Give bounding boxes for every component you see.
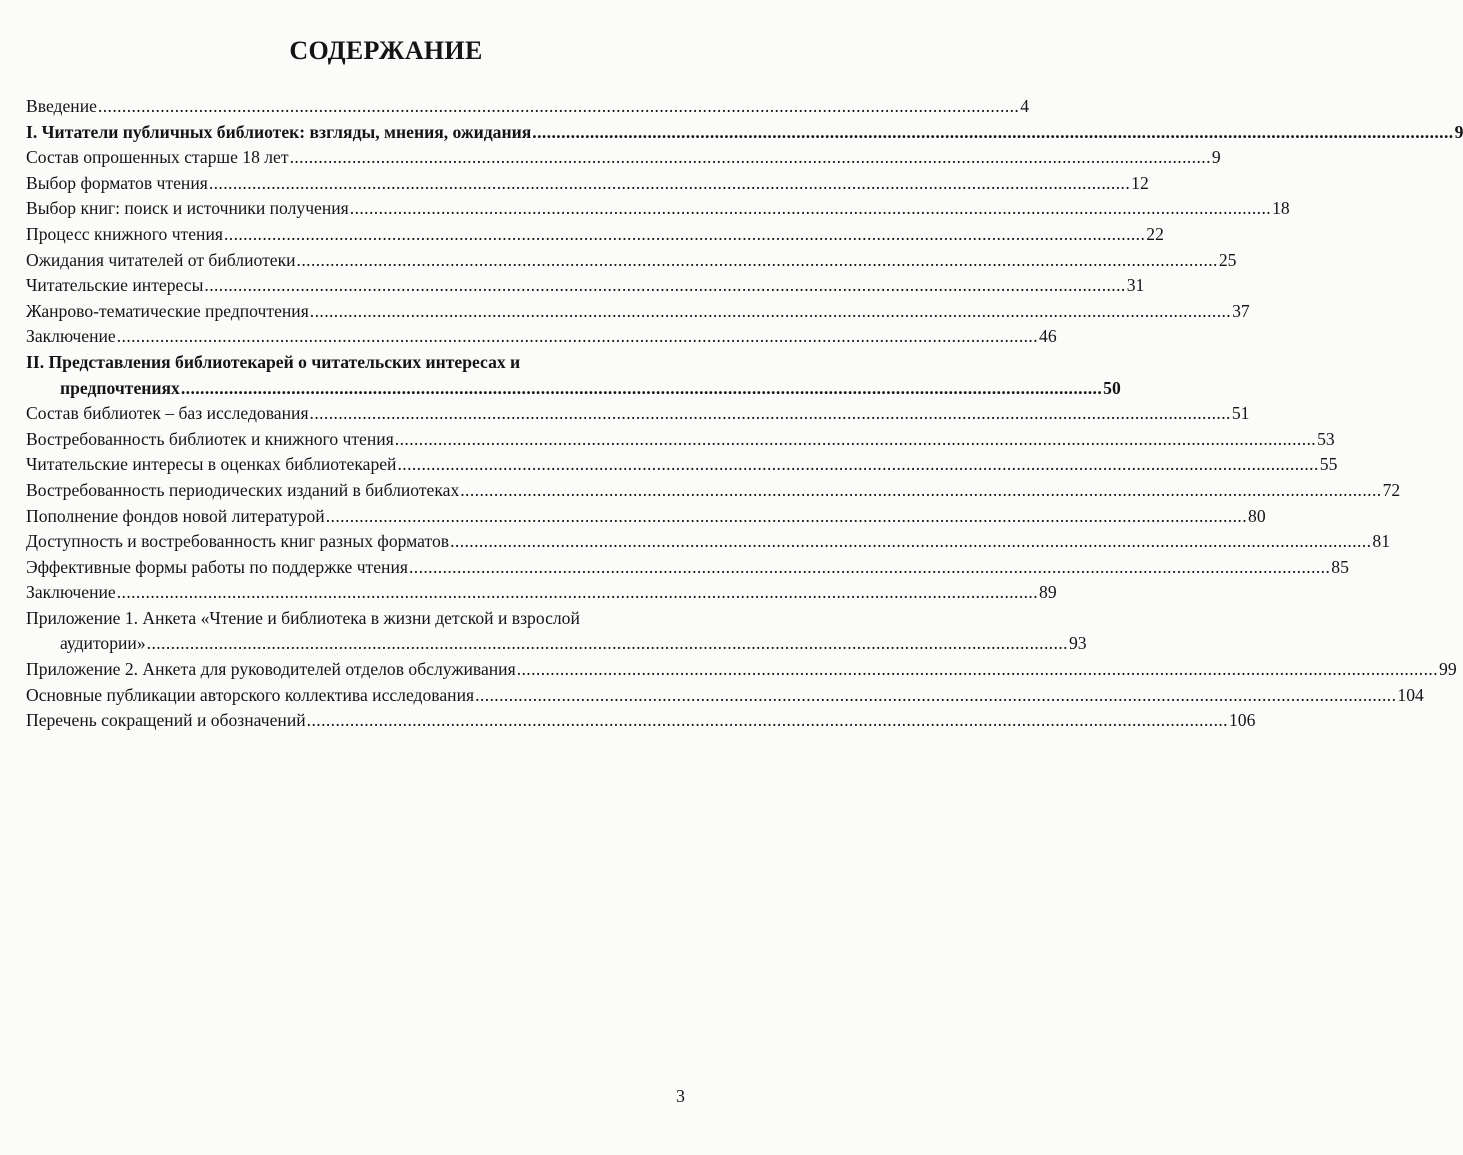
toc-entry-chapter-2 [26,376,1121,402]
toc-entry-page: 99 [1439,659,1457,680]
toc-entry-page: 31 [1126,275,1145,296]
table-of-contents [26,94,1463,734]
toc-entry-text: Приложение 2. Анкета для руководителей отделов обслуживания [26,659,516,680]
toc-entry-text: Эффективные формы работы по поддержке чтения [26,556,408,577]
toc-leader-dots: ................................................................................................................................................................................................ [97,96,1020,116]
toc-entry [26,248,1237,274]
toc-entry [26,401,1250,427]
toc-entry-page: 9 [1454,121,1463,142]
toc-leader-dots: ................................................................................................................................................................................................ [460,479,1382,500]
toc-entry-page: 55 [1319,454,1338,475]
toc-entry-appendix-1-line1: Приложение 1. Анкета «Чтение и библиотека в жизни детской и взрослой [26,607,580,628]
toc-entry-text: Заключение [26,582,116,603]
page-number: 3 [676,1086,685,1106]
toc-entry-page: 81 [1372,531,1390,552]
toc-leader-dots: ................................................................................................................................................................................................ [532,121,1454,142]
toc-leader-dots: ................................................................................................................................................................................................ [146,633,1068,654]
toc-entry-text: аудитории» [60,633,146,654]
toc-entry-page: 93 [1068,633,1087,654]
toc-entry-page: 51 [1231,403,1250,424]
toc-entry [26,196,1290,222]
toc-entry-text: Состав опрошенных старше 18 лет [26,147,289,168]
toc-entry-page: 53 [1317,428,1335,449]
toc-entry-publications [26,683,1424,709]
toc-entry-page: 85 [1331,556,1349,577]
toc-entry-text: Выбор форматов чтения [26,172,208,193]
toc-entry-text: Востребованность библиотек и книжного чтения [26,428,394,449]
toc-entry-text: Доступность и востребованность книг разных форматов [26,531,450,552]
toc-entry-page: 12 [1131,172,1149,193]
toc-entry-appendix-2 [26,657,1457,683]
toc-entry-text: Востребованность периодических изданий в библиотеках [26,479,460,500]
toc-entry-page: 104 [1397,684,1424,705]
toc-leader-dots: ................................................................................................................................................................................................ [180,377,1103,398]
toc-entry [26,171,1149,197]
toc-leader-dots: ................................................................................................................................................................................................ [116,326,1039,347]
toc-leader-dots: ................................................................................................................................................................................................ [408,556,1331,577]
toc-entry [26,145,1221,171]
toc-entry-text: Пополнение фондов новой литературой [26,505,325,526]
toc-entry-page: 18 [1272,198,1290,219]
toc-entry-page: 9 [1211,147,1221,168]
toc-leader-dots: ................................................................................................................................................................................................ [397,454,1319,475]
toc-entry-conclusion [26,324,1057,350]
toc-leader-dots: ................................................................................................................................................................................................ [309,403,1231,424]
toc-leader-dots: ................................................................................................................................................................................................ [116,582,1039,603]
toc-entry-page: 22 [1146,223,1164,244]
toc-leader-dots: ................................................................................................................................................................................................ [309,300,1232,321]
toc-entry-page: 37 [1232,300,1250,321]
toc-entry-page: 4 [1020,96,1030,116]
toc-entry-page: 50 [1103,377,1121,398]
toc-entry [26,529,1390,555]
toc-entry-text: Жанрово-тематические предпочтения [26,300,309,321]
toc-entry-text: предпочтениях [60,377,180,398]
toc-entry [26,504,1266,530]
toc-entry-text: I. Читатели публичных библиотек: взгляды, мнения, ожидания [26,121,532,142]
toc-entry-page: 72 [1382,479,1401,500]
toc-entry [26,273,1145,299]
toc-entry-page: 106 [1228,710,1256,731]
toc-entry [26,222,1164,248]
toc-entry-conclusion [26,580,1057,606]
toc-entry-text: Выбор книг: поиск и источники получения [26,198,349,219]
toc-entry [26,299,1250,325]
toc-entry-abbreviations [26,708,1256,734]
toc-entry-page: 46 [1039,326,1057,347]
toc-entry-text: Основные публикации авторского коллектива исследования [26,684,475,705]
toc-entry-text: Введение [26,96,97,116]
toc-leader-dots: ................................................................................................................................................................................................ [394,428,1317,449]
toc-entry-page: 80 [1248,505,1266,526]
toc-entry-appendix-1 [26,631,1087,657]
toc-entry [26,478,1401,504]
toc-leader-dots: ................................................................................................................................................................................................ [450,531,1372,552]
toc-entry-text: Ожидания читателей от библиотеки [26,249,296,270]
toc-leader-dots: ................................................................................................................................................................................................ [223,223,1146,244]
toc-entry [26,452,1338,478]
toc-leader-dots: ................................................................................................................................................................................................ [325,505,1248,526]
toc-entry-page: 25 [1218,249,1237,270]
toc-entry-text: Процесс книжного чтения [26,223,223,244]
toc-entry-page: 89 [1039,582,1057,603]
toc-entry-text: Состав библиотек – баз исследования [26,403,309,424]
toc-entry-chapter-1 [26,120,1463,146]
toc-entry-introduction [26,94,1030,120]
toc-entry [26,427,1335,453]
toc-entry-chapter-2-line1: II. Представления библиотекарей о читательских интересах и [26,351,521,372]
toc-entry-text: Читательские интересы [26,275,204,296]
toc-leader-dots: ................................................................................................................................................................................................ [296,249,1218,270]
toc-entry-text: Перечень сокращений и обозначений [26,710,306,731]
toc-leader-dots: ................................................................................................................................................................................................ [208,172,1131,193]
toc-entry-text: Заключение [26,326,116,347]
toc-entry [26,555,1349,581]
page-title: СОДЕРЖАНИЕ [289,36,483,65]
toc-entry-text: Читательские интересы в оценках библиотекарей [26,454,397,475]
toc-leader-dots: ................................................................................................................................................................................................ [306,710,1228,731]
toc-leader-dots: ................................................................................................................................................................................................ [349,198,1272,219]
toc-leader-dots: ................................................................................................................................................................................................ [516,659,1439,680]
toc-leader-dots: ................................................................................................................................................................................................ [475,684,1397,705]
toc-leader-dots: ................................................................................................................................................................................................ [204,275,1126,296]
toc-leader-dots: ................................................................................................................................................................................................ [289,147,1211,168]
